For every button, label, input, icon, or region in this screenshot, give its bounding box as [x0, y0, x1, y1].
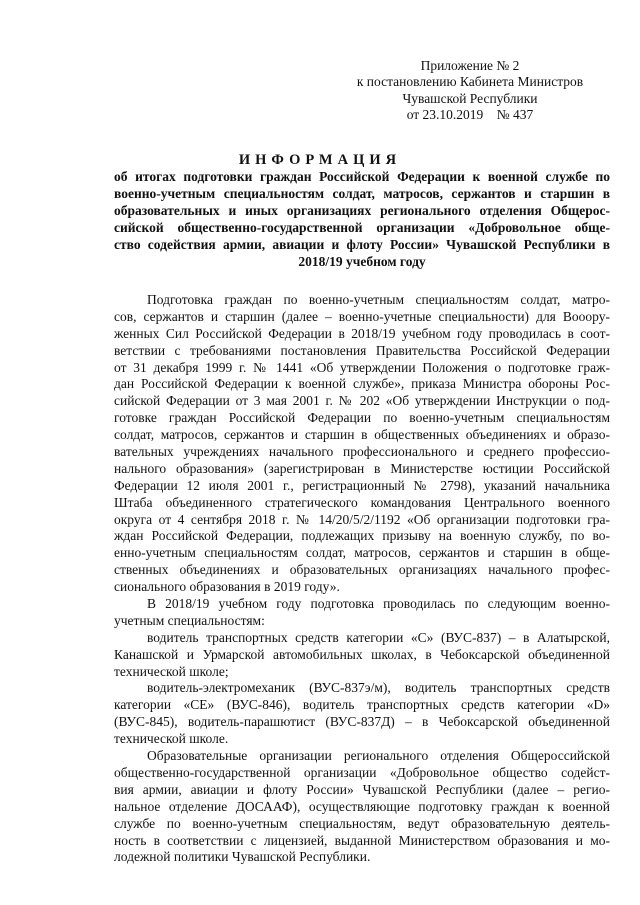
body-line: нальное отделение ДОСААФ), осуществляющие подготовку граждан к военной [114, 798, 610, 814]
subtitle-line: сийской общественно-государственной организации «Добровольное обще- [114, 220, 610, 235]
body-line: (ВУС-845), водитель-парашютист (ВУС-837Д) – в Чебоксарской объединенной [114, 714, 610, 730]
body-line: В 2018/19 учебном году подготовка проводилась по следующим военно- [147, 596, 610, 612]
body-line: сов, сержантов и старшин (далее – военно-учетные специальности) для Вооору- [114, 308, 610, 324]
body-line: службе по военно-учетным специальностям, ведут образовательную деятель- [114, 815, 610, 831]
body-line: ственных объединениях и образовательных организациях начального профес- [114, 562, 610, 578]
appendix-republic: Чувашской Республики [402, 90, 538, 106]
body-line: технической школе; [114, 663, 229, 679]
body-line: вательных учреждениях начального профессионального и среднего профессио- [114, 444, 610, 460]
body-line: Подготовка граждан по военно-учетным специальностям солдат, матро- [147, 292, 610, 307]
body-line: общественно-государственной организации «Добровольное общество содейст- [114, 764, 610, 780]
subtitle-line: ство содействия армии, авиации и флоту России» Чувашской Республики в [114, 237, 610, 252]
body-line: нального образования» (зарегистрирован в Министерстве юстиции Российской [114, 460, 610, 476]
appendix-block [330, 58, 610, 124]
document-subtitle [114, 168, 610, 270]
body-line: Образовательные организации регионального отделения Общероссийской [147, 748, 610, 764]
subtitle-line: военно-учетным специальностям солдат, матросов, сержантов и старшин в [114, 186, 610, 201]
subtitle-line: образовательных и иных организациях регионального отделения Общерос- [114, 203, 610, 218]
body-line: от 31 декабря 1999 г. № 1441 «Об утверждении Положения о подготовке граж- [114, 359, 610, 375]
body-line: Канашской и Урмарской автомобильных школах, в Чебоксарской объединенной [114, 646, 610, 662]
body-line: категории «СЕ» (ВУС-846), водитель транспортных средств категории «D» [114, 697, 610, 713]
body-line: ждан Российской Федерации, подлежащих призыву на военную службу, по во- [114, 528, 610, 544]
body-line: дан Российской Федерации к военной службе», приказа Министра обороны Рос- [114, 376, 610, 392]
subtitle-line: об итогах подготовки граждан Российской Федерации к военной службе по [114, 169, 610, 184]
body-line: сийской Федерации от 3 мая 2001 г. № 202 «Об утверждении Инструкции о под- [114, 393, 610, 409]
appendix-resolution: к постановлению Кабинета Министров [356, 74, 584, 90]
body-line: водитель-электромеханик (ВУС-837э/м), водитель транспортных средств [147, 680, 610, 696]
document-body [114, 292, 610, 866]
body-line: женных Сил Российской Федерации в 2018/19 учебном году проводилась в соот- [114, 325, 610, 341]
body-line: готовке граждан Российской Федерации по военно-учетным специальностям [114, 410, 610, 426]
body-line: Штаба объединенного стратегического командования Центрального военного [114, 494, 610, 510]
body-line: ность в соответствии с лицензией, выданной Министерством образования и мо- [114, 832, 610, 848]
body-line: сионального образования в 2019 году». [114, 579, 340, 595]
body-line: округа от 4 сентября 2018 г. № 14/20/5/2/1192 «Об организации подготовки гра- [114, 511, 610, 527]
body-line: водитель транспортных средств категории «С» (ВУС-837) – в Алатырской, [147, 629, 610, 645]
body-line: лодежной политики Чувашской Республики. [114, 849, 371, 865]
subtitle-line: 2018/19 учебном году [298, 254, 426, 269]
appendix-date: от 23.10.2019 № 437 [406, 107, 534, 123]
body-line: учетным специальностям: [114, 612, 265, 628]
body-line: ветствии с требованиями постановления Правительства Российской Федерации [114, 342, 610, 358]
body-line: енно-учетным специальностям солдат, матросов, сержантов и старшин в обще- [114, 545, 610, 561]
body-line: вия армии, авиации и флоту России» Чувашской Республики (далее – регио- [114, 781, 610, 797]
body-line: солдат, матросов, сержантов и старшин в общественных объединениях и образо- [114, 427, 610, 443]
document-title: ИНФОРМАЦИЯ [238, 152, 402, 168]
body-line: Федерации 12 июля 2001 г., регистрационный № 2798), указаний начальника [114, 477, 610, 493]
appendix-number: Приложение № 2 [420, 58, 520, 73]
body-line: технической школе. [114, 731, 229, 747]
